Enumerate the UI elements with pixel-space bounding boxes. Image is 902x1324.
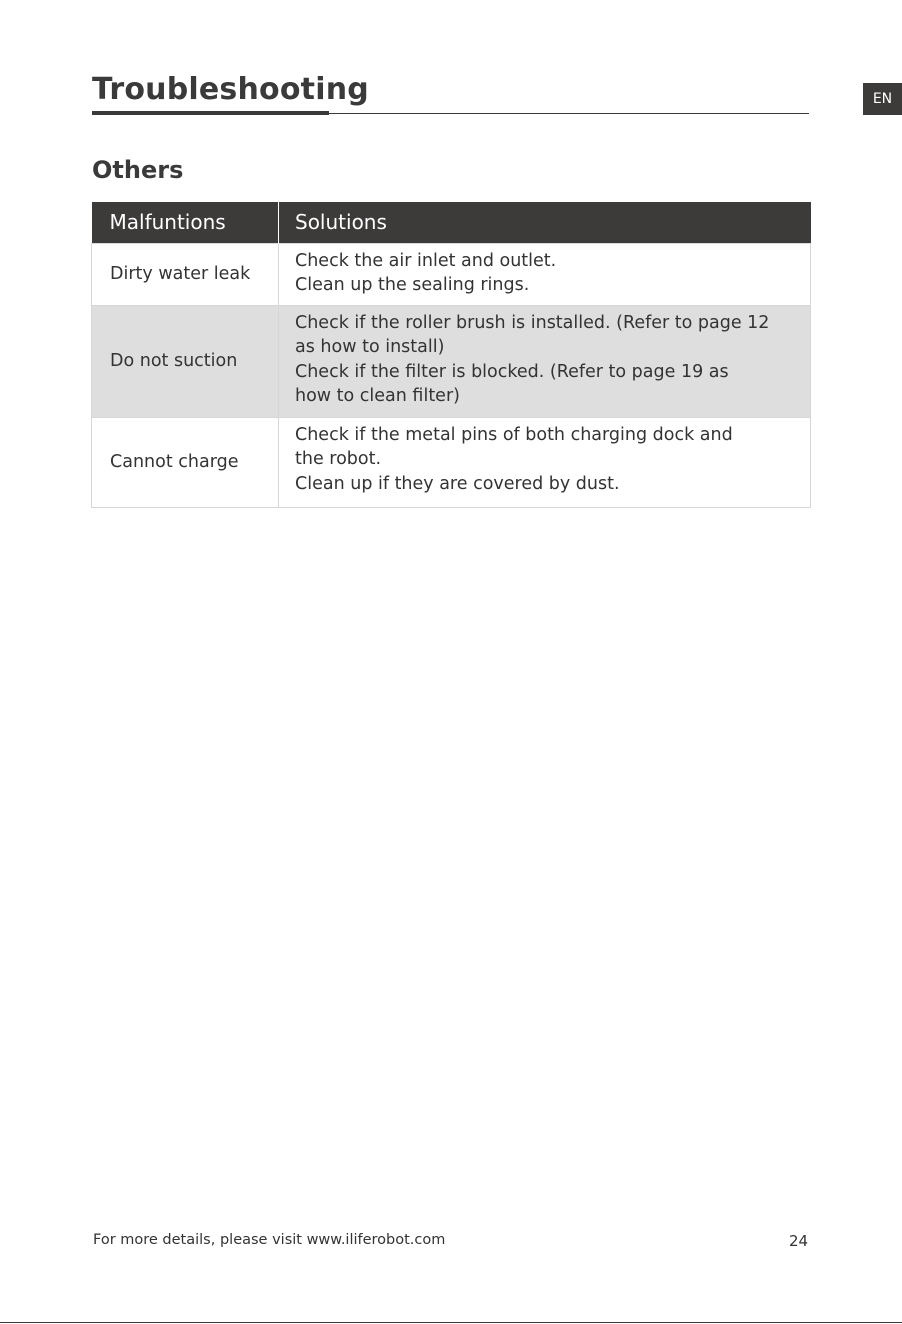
solution-line: Check if the roller brush is installed. (Refer to page 12 — [295, 312, 770, 333]
malfunction-cell: Do not suction — [92, 305, 279, 417]
bottom-rule — [0, 1322, 902, 1323]
malfunction-cell: Cannot charge — [92, 417, 279, 507]
header-malfunctions: Malfuntions — [92, 202, 279, 243]
solution-line: Clean up the sealing rings. — [295, 275, 530, 295]
footer-note: For more details, please visit www.iliferobot.com — [93, 1232, 446, 1248]
malfunction-cell: Dirty water leak — [92, 243, 279, 305]
table-row — [92, 243, 811, 305]
troubleshooting-table — [91, 202, 811, 508]
header-solutions: Solutions — [279, 202, 811, 243]
page-number: 24 — [789, 1232, 809, 1250]
solution-line: Check if the metal pins of both charging dock and — [295, 424, 733, 445]
table-header-row — [92, 202, 811, 243]
table-row — [92, 417, 811, 507]
solution-cell — [279, 417, 811, 507]
solution-line: Check if the filter is blocked. (Refer to page 19 as — [295, 361, 729, 382]
solution-cell — [279, 305, 811, 417]
title-underline-accent — [92, 111, 329, 115]
solution-line: Check the air inlet and outlet. — [295, 250, 557, 271]
solution-line: as how to install) — [295, 337, 445, 357]
language-tab: EN — [863, 83, 902, 115]
table-row — [92, 305, 811, 417]
solution-cell — [279, 243, 811, 305]
page-title: Troubleshooting — [92, 72, 369, 107]
solution-line: Clean up if they are covered by dust. — [295, 473, 620, 494]
section-title: Others — [92, 156, 184, 184]
solution-line: how to clean filter) — [295, 386, 460, 406]
solution-line: the robot. — [295, 449, 382, 469]
